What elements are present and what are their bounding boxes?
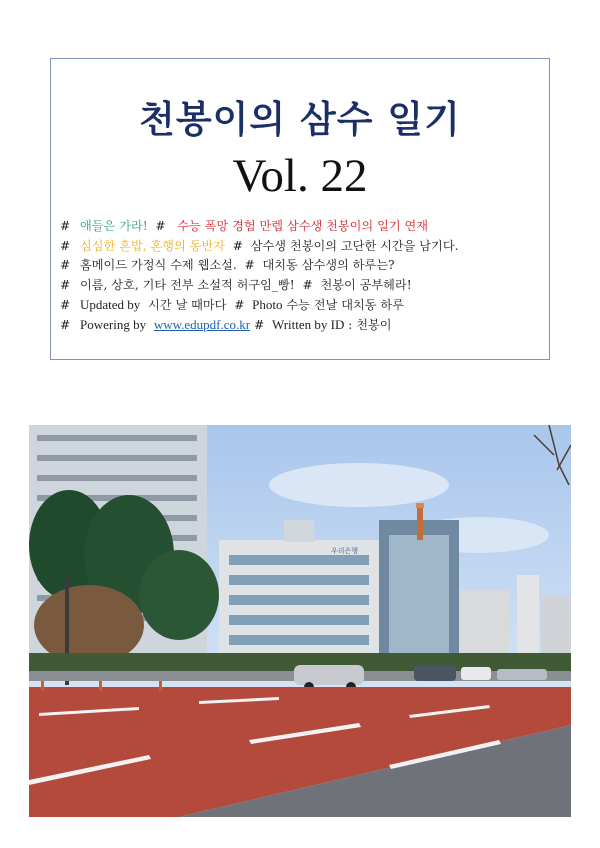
tag-line-1: # 애들은 가라! # 수능 폭망 경험 만렙 삼수생 천봉이의 일기 연재 [60,219,429,233]
title-box [50,58,550,360]
tag-line-2: # 심심한 혼밥, 혼행의 동반자 # 삼수생 천봉이의 고단한 시간을 남기다. [60,238,459,253]
tag-lines [60,217,545,335]
edupdf-link[interactable]: www.edupdf.co.kr [153,316,251,332]
tag-line-3: # 홈메이드 가정식 수제 웹소설. # 대치동 삼수생의 하루는? [60,258,395,273]
tag-line-6: # Powering by www.edupdf.co.kr # Written by ID : 천봉이 [60,316,392,332]
volume-label: Vol. 22 [232,150,368,202]
tag-line-5: # Updated by 시간 날 때마다 # Photo 수능 전날 대치동 하루 [60,297,404,313]
bank-sign: 우리은행 [331,547,359,555]
tag-line-4: # 이름, 상호, 기타 전부 소설적 허구임_빵! # 천봉이 공부헤라! [60,277,412,292]
page-title: 천봉이의 삼수 일기 [139,97,461,141]
street-photo [29,425,571,817]
